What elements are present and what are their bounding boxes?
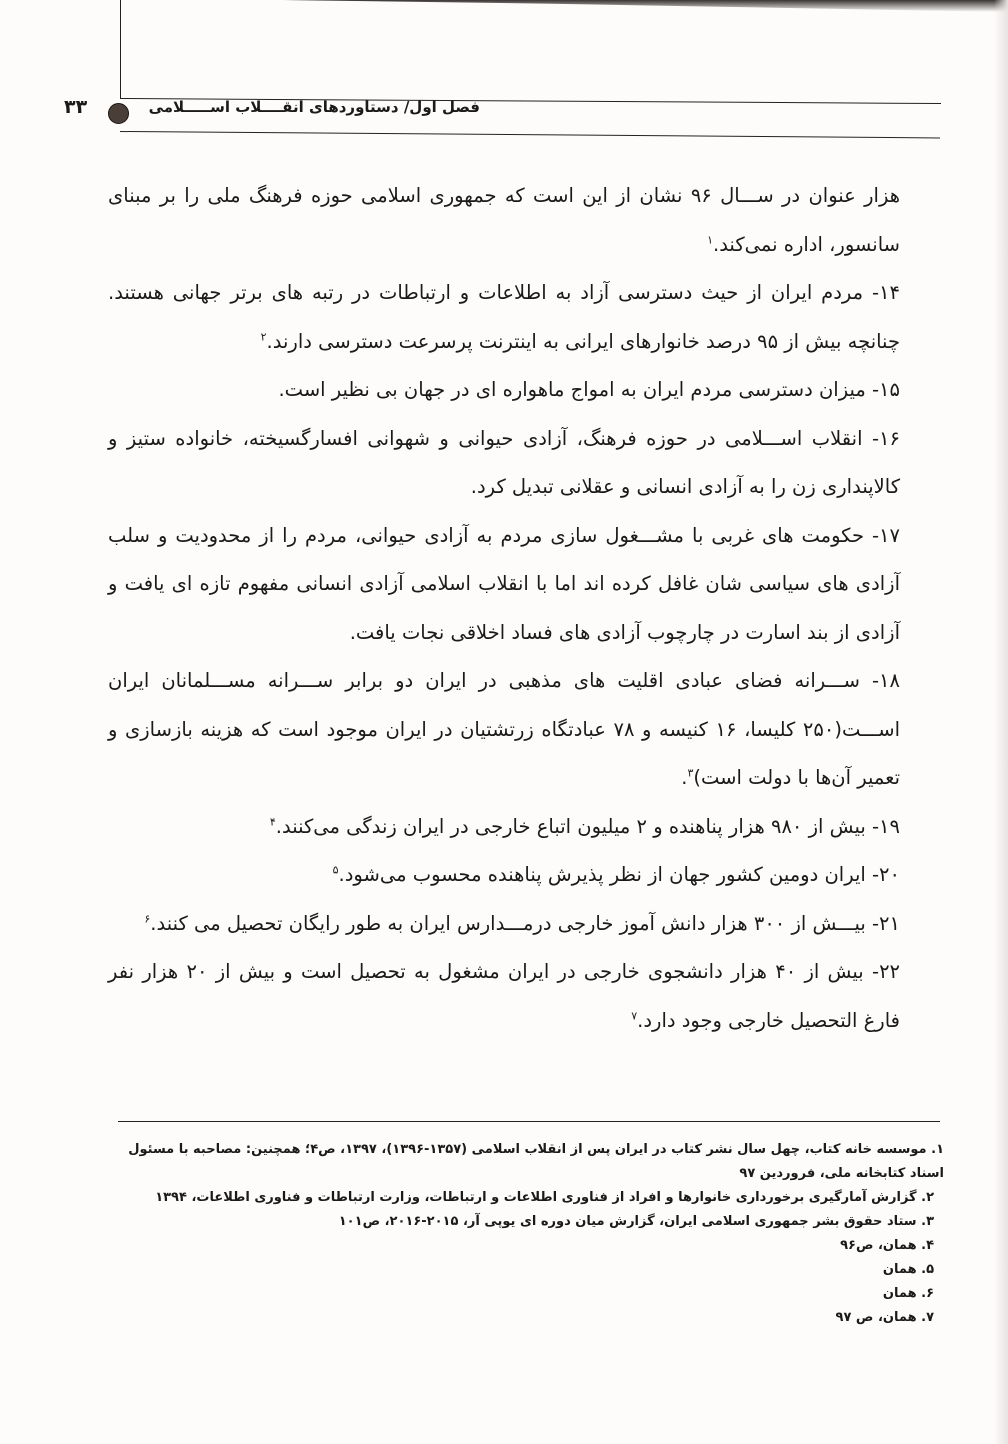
paragraph-text: ۱۶- انقلاب اســـلامی در حوزه فرهنگ، آزادی حیوانی و شهوانی افسارگسیخته، خانواده ستیز و کالاپنداری زن را به آزادی انسانی و عقلانی تبدیل کرد. <box>108 426 900 498</box>
paragraph-text: ۱۴- مردم ایران از حیث دسترسی آزاد به اطلاعات و ارتباطات در رتبه های برتر جهانی هستند. چنانچه بیش از ۹۵ درصد خانوارهای ایرانی به اینترنت پرسرعت دسترسی دارند. <box>108 281 900 353</box>
paragraph-text: ۱۵- میزان دسترسی مردم ایران به امواج ماهواره ای در جهان بی نظیر است. <box>278 378 900 401</box>
paragraph <box>108 948 900 1045</box>
footnote-item: ۱. موسسه خانه کتاب، چهل سال نشر کتاب در ایران پس از انقلاب اسلامی (۱۳۵۷-۱۳۹۶)، ۱۳۹۷، ص۴؛ همچنین: مصاحبه با مسئول اسناد کتابخانه ملی، فروردین ۹۷ <box>128 1142 944 1181</box>
circle-marker-icon <box>108 103 129 124</box>
paragraph <box>108 803 900 852</box>
paragraph-trailing: . <box>681 766 688 789</box>
paragraph-text: ۲۲- بیش از ۴۰ هزار دانشجوی خارجی در ایران مشغول به تحصیل است و بیش از ۲۰ هزار نفر فارغ التحصیل خارجی وجود دارد. <box>108 960 901 1032</box>
paragraph <box>108 366 900 415</box>
page-number: ۳۳ <box>64 96 88 118</box>
body-text <box>108 172 900 1045</box>
paragraph-text: ۱۷- حکومت های غربی با مشـــغول سازی مردم به آزادی حیوانی، مردم را از محدودیت و سلب آزادی های سیاسی شان غافل کرده اند اما با انقلاب اسلامی آزادی انسانی مفهوم تازه ای یافت و آزادی از بند اسارت در چارچوب آزادی های فساد اخلاقی نجات یافت. <box>108 523 900 644</box>
paragraph <box>108 512 900 658</box>
paragraph-text: ۱۹- بیش از ۹۸۰ هزار پناهنده و ۲ میلیون اتباع خارجی در ایران زندگی می‌کنند. <box>275 814 900 838</box>
running-header <box>60 96 940 132</box>
paragraph <box>108 900 900 949</box>
footnote-ref[interactable]: ۵ <box>332 863 339 877</box>
chapter-title: فصل اول/ دستاوردهای انقــــلاب اســـــلامی <box>148 98 480 116</box>
footnote-item: ۳. ستاد حقوق بشر جمهوری اسلامی ایران، گزارش میان دوره ای یوپی آر، ۲۰۱۵-۲۰۱۶، ص۱۰۱ <box>338 1214 934 1229</box>
footnote-ref[interactable]: ۳ <box>687 766 694 780</box>
paragraph-text: ۲۰- ایران دومین کشور جهان از نظر پذیرش پناهنده محسوب می‌شود. <box>338 863 900 886</box>
footnote-ref[interactable]: ۴ <box>269 815 276 828</box>
paragraph-text: هزار عنوان در ســـال ۹۶ نشان از این است که جمهوری اسلامی حوزه فرهنگ ملی را بر مبنای سانسور، اداره نمی‌کند. <box>108 184 900 256</box>
paragraph <box>108 851 900 900</box>
footnote-ref[interactable]: ۶ <box>144 912 151 925</box>
header-frame <box>120 0 941 104</box>
paragraph-text: ۲۱- بیـــش از ۳۰۰ هزار دانش آموز خارجی درمـــدارس ایران به طور رایگان تحصیل می کنند. <box>150 911 900 935</box>
footnote-item: ۲. گزارش آمارگیری برخورداری خانوارها و افراد از فناوری اطلاعات و ارتباطات، وزارت ارتباطات و فناوری اطلاعات، ۱۳۹۴ <box>155 1190 934 1205</box>
paragraph <box>108 415 900 512</box>
footnotes <box>108 1138 944 1330</box>
paragraph <box>108 657 900 803</box>
paragraph-text: ۱۸- ســـرانه فضای عبادی اقلیت های مذهبی در ایران دو برابر ســـرانه مســـلمانان ایران اســـت(۲۵۰ کلیسا، ۱۶ کنیسه و ۷۸ عبادتگاه زرتشتیان در ایران موجود است که هزینه بازسازی و تعمیر آن‌ها با دولت است) <box>108 669 900 789</box>
footnote-ref[interactable]: ۱ <box>707 233 713 246</box>
footnote-item: ۷. همان، ص ۹۷ <box>835 1310 934 1325</box>
footnote-item: ۶. همان <box>882 1286 934 1301</box>
paragraph <box>108 269 900 366</box>
footnote-ref[interactable]: ۲ <box>260 330 267 343</box>
paragraph <box>108 172 900 269</box>
footnote-ref[interactable]: ۷ <box>631 1009 638 1022</box>
footnote-separator <box>118 1121 940 1122</box>
footnote-item: ۴. همان، ص۹۶ <box>840 1238 934 1253</box>
page-edge-right <box>994 0 1008 1444</box>
footnote-item: ۵. همان <box>882 1262 934 1277</box>
header-rule <box>120 131 940 138</box>
